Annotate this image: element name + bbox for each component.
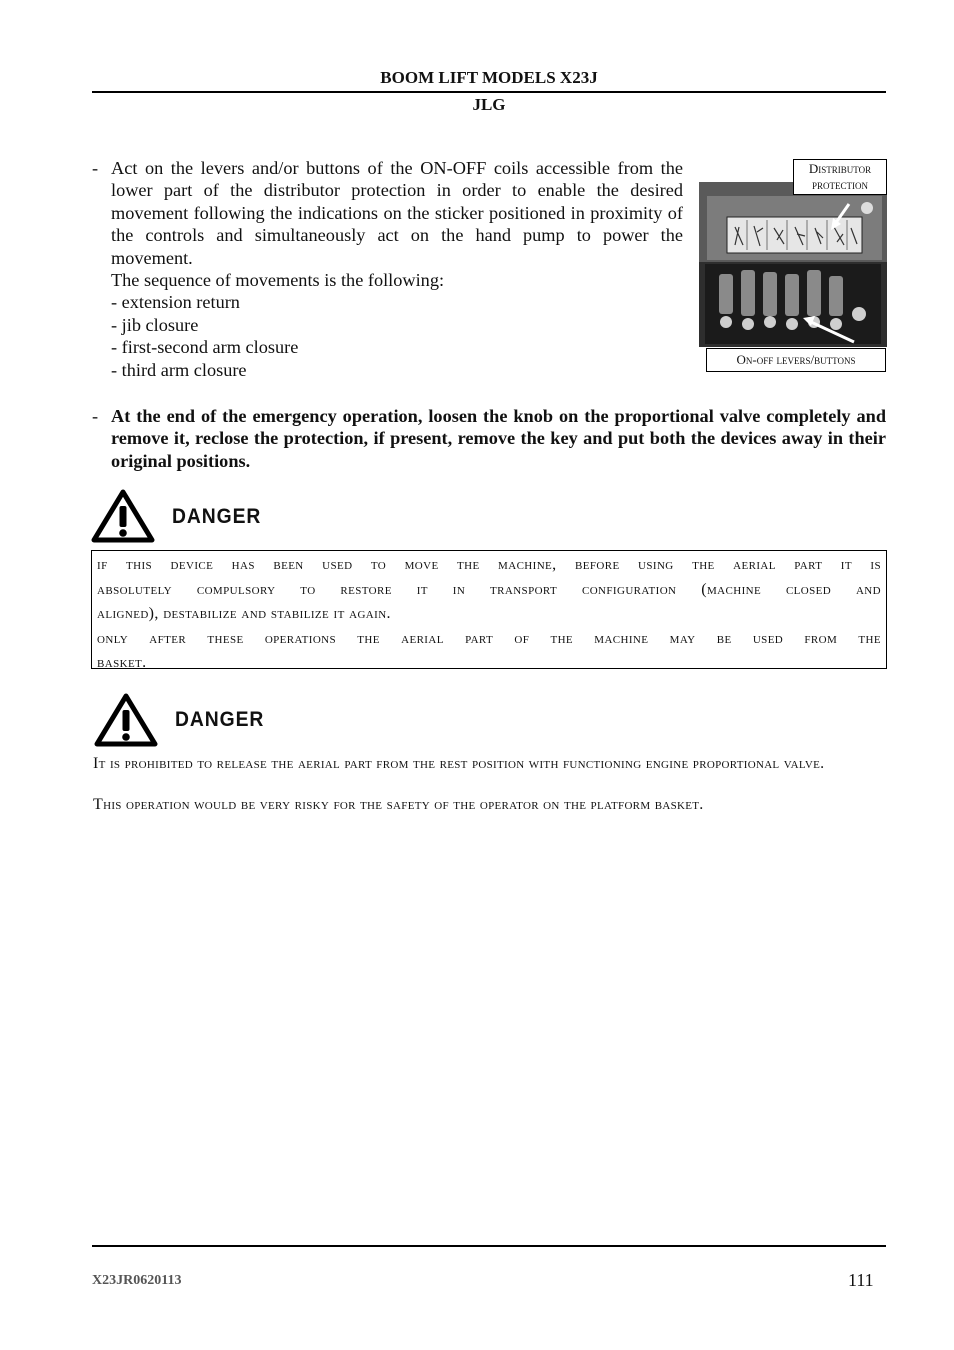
warning-icon bbox=[94, 693, 158, 747]
sequence-item: - first-second arm closure bbox=[111, 337, 299, 358]
warning-icon bbox=[91, 489, 155, 543]
header-rule bbox=[92, 91, 886, 93]
danger-line: aligned), destabilize and stabilize it again. bbox=[97, 605, 391, 622]
danger-title: DANGER bbox=[175, 708, 265, 731]
sequence-intro: The sequence of movements is the following: bbox=[111, 270, 445, 291]
caption-on-off-levers: On-off levers/buttons bbox=[706, 348, 886, 372]
header-title: BOOM LIFT MODELS X23J bbox=[380, 68, 598, 87]
distributor-photo bbox=[699, 182, 887, 347]
danger-text: It is prohibited to release the aerial part from the rest position with functioning engine proportional valve. bbox=[93, 755, 825, 772]
sequence-item: - third arm closure bbox=[111, 359, 247, 380]
caption-distributor-protection bbox=[793, 159, 887, 195]
danger-title: DANGER bbox=[172, 505, 262, 528]
danger-box bbox=[91, 550, 887, 669]
header-subtitle: JLG bbox=[472, 95, 506, 114]
danger-line: only after these operations the aerial part of the machine may be used from the bbox=[97, 629, 881, 647]
instruction-paragraph bbox=[111, 157, 683, 381]
danger-line: if this device has been used to move the machine, before using the aerial part it is bbox=[97, 556, 881, 573]
danger-text: This operation would be very risky for the safety of the operator on the platform basket. bbox=[93, 796, 704, 813]
danger-line: absolutely compulsory to restore it in transport configuration (machine closed and bbox=[97, 580, 881, 598]
danger-line: basket. bbox=[97, 654, 147, 671]
caption-line: protection bbox=[812, 177, 868, 192]
instruction-text: Act on the levers and/or buttons of the ON-OFF coils accessible from the lower part of the distributor protection in order to enable the desired movement following the indications on the sticker positioned in proximity of the controls and simultaneously act on the hand pump to power the movement. bbox=[111, 158, 683, 268]
document-code: X23JR0620113 bbox=[92, 1273, 182, 1288]
sequence-item: - extension return bbox=[111, 292, 240, 313]
footer-rule bbox=[92, 1245, 886, 1247]
bullet-dash: - bbox=[92, 158, 99, 178]
end-operation-paragraph: At the end of the emergency operation, loosen the knob on the proportional valve completely and remove it, reclose the protection, if present, remove the key and put both the devices away in their original positions. bbox=[111, 406, 886, 471]
distributor-illustration bbox=[699, 182, 887, 347]
page-number: 111 bbox=[848, 1270, 874, 1290]
sequence-item: - jib closure bbox=[111, 314, 199, 335]
caption-line: Distributor bbox=[808, 161, 872, 176]
bullet-dash: - bbox=[92, 406, 99, 426]
